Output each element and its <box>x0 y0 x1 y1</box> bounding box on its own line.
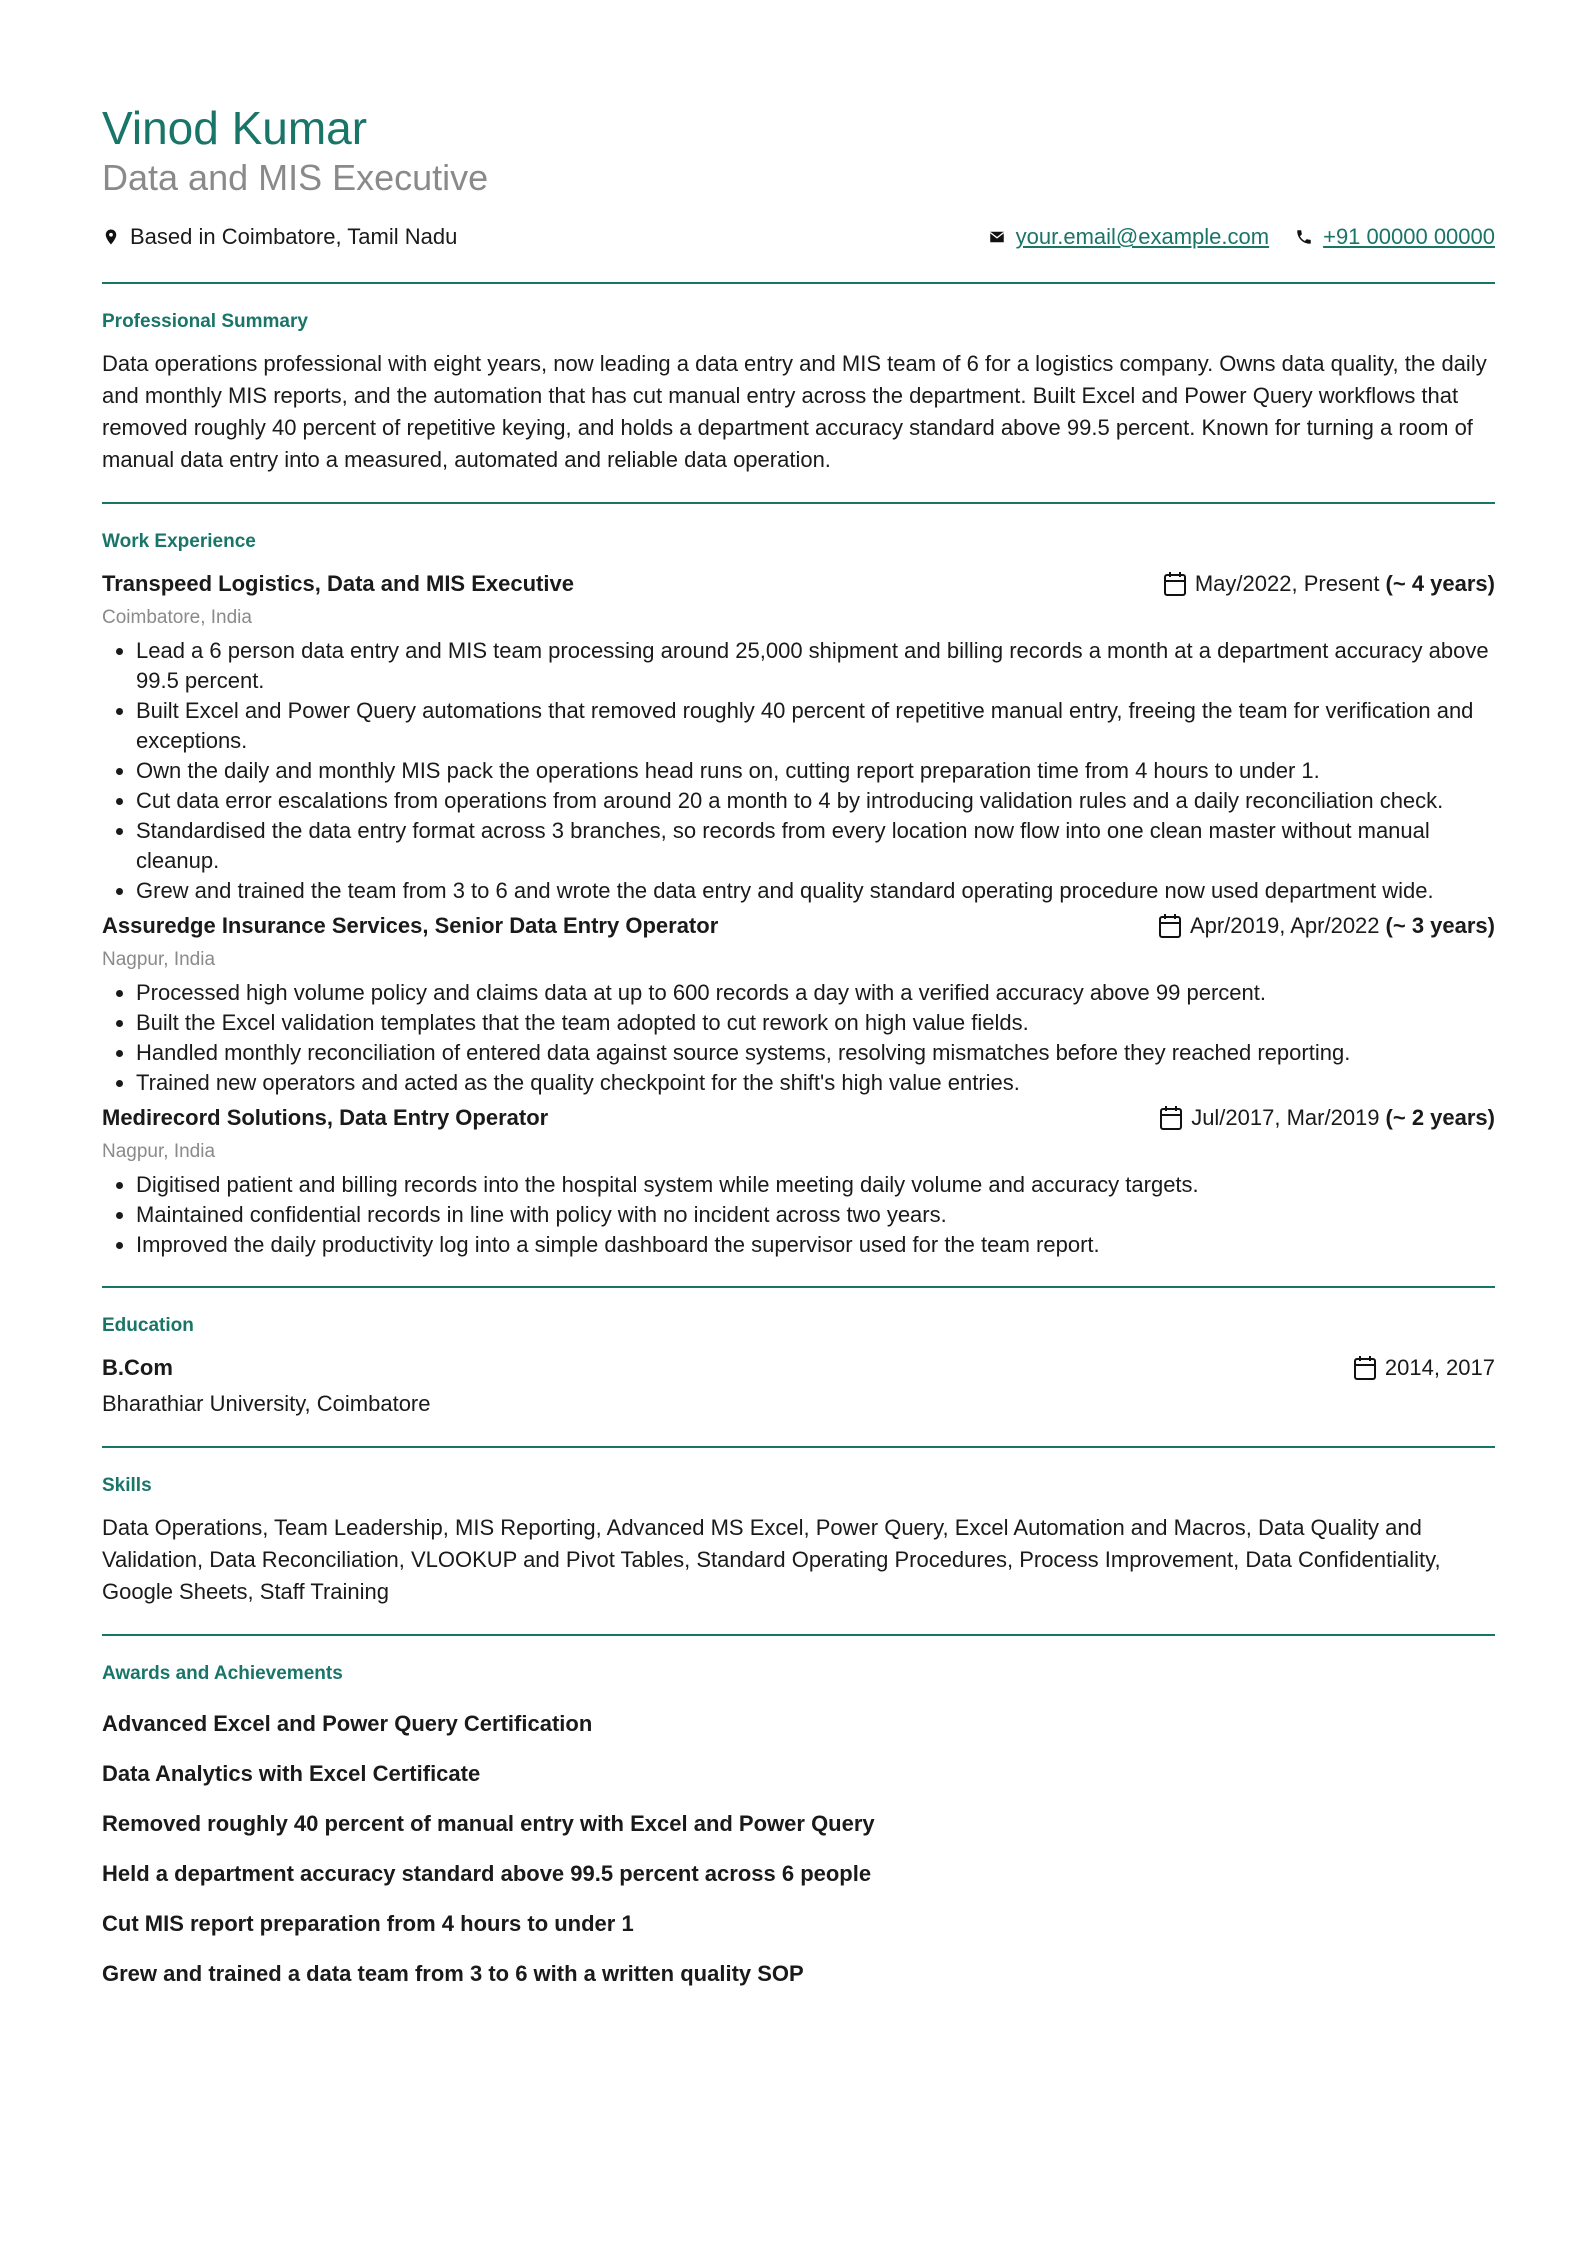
list-item: • Standardised the data entry format across 3 branches, so records from every location now flow into one clean master without manual cleanup. <box>136 816 1495 876</box>
job-dates: May/2022, Present (~ 4 years) <box>1163 568 1495 600</box>
email-item <box>988 224 1269 250</box>
degree-name: B.Com <box>102 1355 173 1380</box>
experience-heading: Work Experience <box>102 531 256 552</box>
candidate-headline: Data and MIS Executive <box>102 157 489 198</box>
job-bullets <box>102 978 1495 1098</box>
list-item: • Trained new operators and acted as the quality checkpoint for the shift's high value entries. <box>136 1068 1495 1098</box>
experience-section <box>102 504 1495 1286</box>
awards-heading: Awards and Achievements <box>102 1663 343 1684</box>
education-dates: 2014, 2017 <box>1353 1352 1495 1384</box>
contact-links <box>988 224 1495 250</box>
calendar-icon <box>1353 1355 1377 1381</box>
job-header <box>102 568 1495 600</box>
job-location: Nagpur, India <box>102 1141 216 1162</box>
job-title: Transpeed Logistics, Data and MIS Executive <box>102 571 574 596</box>
list-item: • Lead a 6 person data entry and MIS team processing around 25,000 shipment and billing records a month at a department accuracy above 99.5 percent. <box>136 636 1495 696</box>
location-pin-icon <box>102 228 120 246</box>
job-dates: Apr/2019, Apr/2022 (~ 3 years) <box>1158 910 1495 942</box>
list-item: • Grew and trained the team from 3 to 6 and wrote the data entry and quality standard operating procedure now used department wide. <box>136 876 1495 906</box>
awards-section <box>102 1636 1495 1990</box>
calendar-icon <box>1158 913 1182 939</box>
award-item: Held a department accuracy standard above 99.5 percent across 6 people <box>102 1861 872 1886</box>
summary-section <box>102 284 1495 502</box>
award-item: Removed roughly 40 percent of manual entry with Excel and Power Query <box>102 1811 875 1836</box>
award-item: Data Analytics with Excel Certificate <box>102 1761 481 1786</box>
location-text: Based in Coimbatore, Tamil Nadu <box>130 224 458 249</box>
job-title: Medirecord Solutions, Data Entry Operator <box>102 1105 549 1130</box>
candidate-name: Vinod Kumar <box>102 102 368 154</box>
list-item: • Improved the daily productivity log into a simple dashboard the supervisor used for the team report. <box>136 1230 1495 1260</box>
job-dates: Jul/2017, Mar/2019 (~ 2 years) <box>1159 1102 1495 1134</box>
job-header <box>102 1102 1495 1134</box>
awards-list <box>102 1708 1495 1990</box>
list-item: • Digitised patient and billing records into the hospital system while meeting daily volume and accuracy targets. <box>136 1170 1495 1200</box>
phone-icon <box>1295 228 1313 246</box>
award-item: Advanced Excel and Power Query Certification <box>102 1711 593 1736</box>
email-link[interactable]: your.email@example.com <box>1015 224 1270 249</box>
phone-item <box>1295 224 1495 250</box>
list-item: • Maintained confidential records in line with policy with no incident across two years. <box>136 1200 1495 1230</box>
phone-link[interactable]: +91 00000 00000 <box>1323 224 1495 249</box>
education-header <box>102 1352 1495 1384</box>
award-item: Grew and trained a data team from 3 to 6 with a written quality SOP <box>102 1961 804 1986</box>
job-entry <box>102 568 1495 906</box>
list-item: • Handled monthly reconciliation of entered data against source systems, resolving mismatches before they reached reporting. <box>136 1038 1495 1068</box>
location-info <box>102 224 457 250</box>
job-bullets <box>102 1170 1495 1260</box>
calendar-icon <box>1163 571 1187 597</box>
mail-icon <box>988 228 1006 246</box>
job-entry <box>102 910 1495 1098</box>
job-entry <box>102 1102 1495 1260</box>
job-location: Nagpur, India <box>102 949 216 970</box>
job-location: Coimbatore, India <box>102 607 252 628</box>
education-section <box>102 1288 1495 1446</box>
list-item: • Own the daily and monthly MIS pack the operations head runs on, cutting report preparation time from 4 hours to under 1. <box>136 756 1495 786</box>
skills-text: Data Operations, Team Leadership, MIS Reporting, Advanced MS Excel, Power Query, Excel Automation and Macros, Data Quality and Validation, Data Reconciliation, VLOOKUP and Pivot Tables, Standard Operating Procedures, Process Improvement, Data Confidentiality, Google Sheets, Staff Training <box>102 1515 1441 1604</box>
education-heading: Education <box>102 1315 194 1336</box>
job-bullets <box>102 636 1495 906</box>
job-header <box>102 910 1495 942</box>
calendar-icon <box>1159 1105 1183 1131</box>
contact-bar <box>102 220 1495 254</box>
skills-section <box>102 1448 1495 1634</box>
list-item: • Cut data error escalations from operations from around 20 a month to 4 by introducing validation rules and a daily reconciliation check. <box>136 786 1495 816</box>
list-item: • Built Excel and Power Query automations that removed roughly 40 percent of repetitive manual entry, freeing the team for verification and exceptions. <box>136 696 1495 756</box>
summary-text: Data operations professional with eight years, now leading a data entry and MIS team of 6 for a logistics company. Owns data quality, the daily and monthly MIS reports, and the automation that has cut manual entry across the department. Built Excel and Power Query workflows that removed roughly 40 percent of repetitive keying, and holds a department accuracy standard above 99.5 percent. Known for turning a room of manual data entry into a measured, automated and reliable data operation. <box>102 351 1487 472</box>
list-item: • Processed high volume policy and claims data at up to 600 records a day with a verified accuracy above 99 percent. <box>136 978 1495 1008</box>
school-name: Bharathiar University, Coimbatore <box>102 1391 431 1416</box>
list-item: • Built the Excel validation templates that the team adopted to cut rework on high value fields. <box>136 1008 1495 1038</box>
award-item: Cut MIS report preparation from 4 hours to under 1 <box>102 1911 634 1936</box>
job-title: Assuredge Insurance Services, Senior Data Entry Operator <box>102 913 719 938</box>
skills-heading: Skills <box>102 1475 152 1496</box>
summary-heading: Professional Summary <box>102 311 308 332</box>
